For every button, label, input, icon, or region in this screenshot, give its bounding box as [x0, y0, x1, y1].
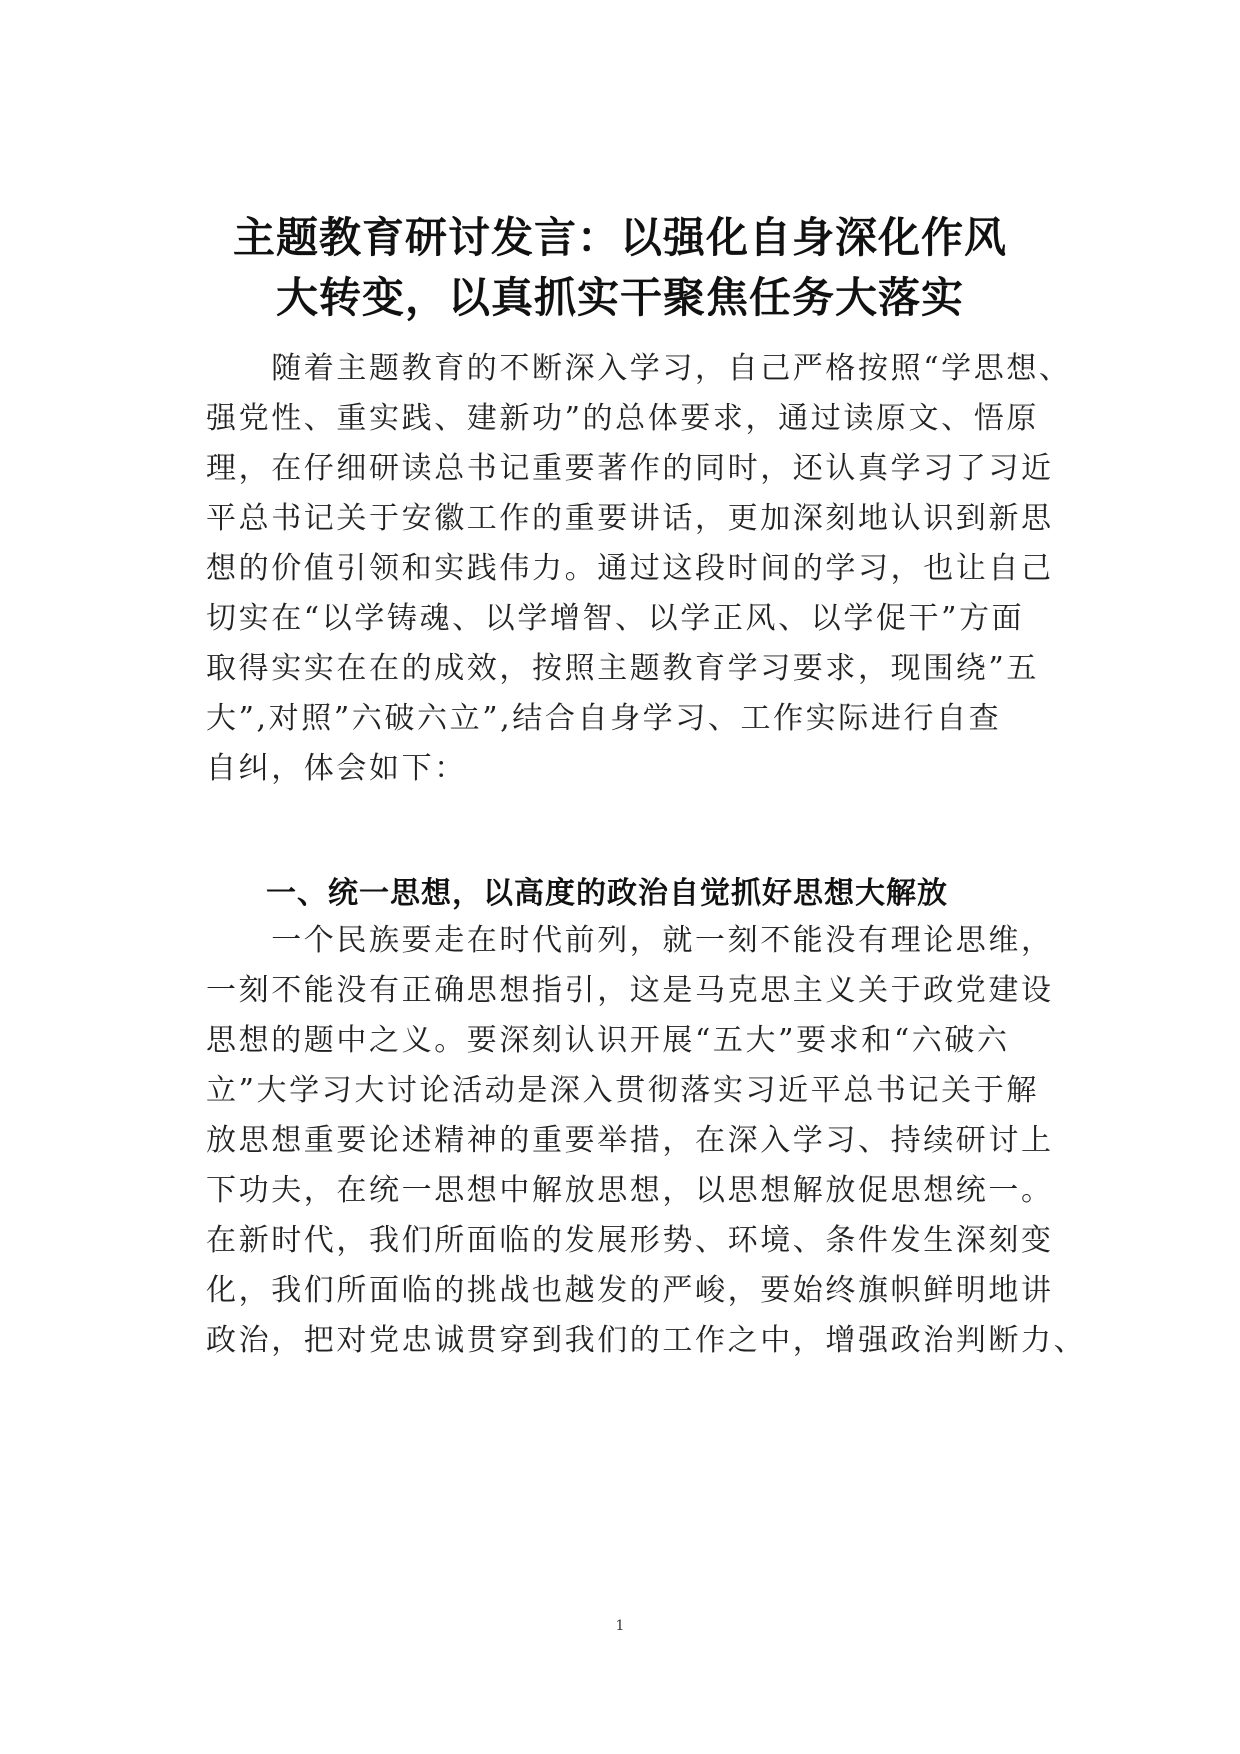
section-line: 思想的题中之义。要深刻认识开展“五大”要求和“六破六 — [206, 1023, 1010, 1058]
section-paragraph — [206, 916, 1087, 1366]
intro-line: 取得实实在在的成效，按照主题教育学习要求，现围绕”五 — [206, 651, 1039, 686]
intro-paragraph — [206, 344, 1074, 794]
intro-line: 自纠，体会如下： — [206, 751, 467, 786]
intro-line: 切实在“以学铸魂、以学增智、以学正风、以学促干”方面 — [206, 601, 1025, 636]
section-line: 放思想重要论述精神的重要举措，在深入学习、持续研讨上 — [206, 1123, 1054, 1158]
section-line: 政治，把对党忠诚贯穿到我们的工作之中，增强政治判断力、 — [206, 1323, 1087, 1358]
section-line: 一个民族要走在时代前列，就一刻不能没有理论思维， — [206, 923, 1054, 958]
title-line-2: 大转变，以真抓实干聚焦任务大落实 — [275, 273, 964, 322]
section-heading: 一、统一思想，以高度的政治自觉抓好思想大解放 — [266, 876, 948, 911]
title-line-1: 主题教育研讨发言：以强化自身深化作风 — [232, 213, 1007, 262]
intro-line: 平总书记关于安徽工作的重要讲话，更加深刻地认识到新思 — [206, 501, 1054, 536]
intro-line: 强党性、重实践、建新功”的总体要求，通过读原文、悟原 — [206, 401, 1039, 436]
section-line: 立”大学习大讨论活动是深入贯彻落实习近平总书记关于解 — [206, 1073, 1039, 1108]
page-number: 1 — [615, 1618, 625, 1634]
section-line: 下功夫，在统一思想中解放思想，以思想解放促思想统一。 — [206, 1173, 1054, 1208]
section-line: 一刻不能没有正确思想指引，这是马克思主义关于政党建设 — [206, 973, 1054, 1008]
document-title — [200, 208, 1040, 328]
intro-line: 理，在仔细研读总书记重要著作的同时，还认真学习了习近 — [206, 451, 1054, 486]
intro-line: 随着主题教育的不断深入学习，自己严格按照“学思想、 — [206, 351, 1072, 386]
section-line: 化，我们所面临的挑战也越发的严峻，要始终旗帜鲜明地讲 — [206, 1273, 1054, 1308]
intro-line: 想的价值引领和实践伟力。通过这段时间的学习，也让自己 — [206, 551, 1054, 586]
intro-line: 大”,对照”六破六立”,结合自身学习、工作实际进行自查 — [206, 701, 1002, 736]
section-line: 在新时代，我们所面临的发展形势、环境、条件发生深刻变 — [206, 1223, 1054, 1258]
